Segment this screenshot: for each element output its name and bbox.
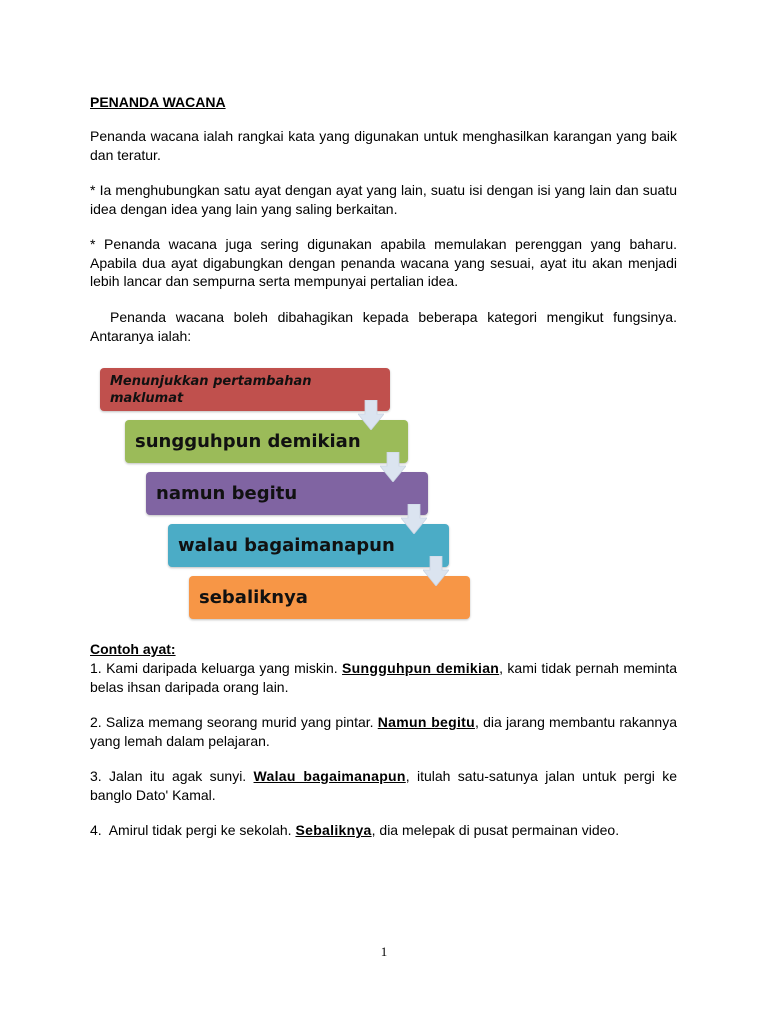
example-item-2 xyxy=(90,713,677,750)
intro-paragraph: Penanda wacana ialah rangkai kata yang digunakan untuk menghasilkan karangan yang baik dan teratur. xyxy=(90,128,677,163)
example-keyword: Sungguhpun demikian xyxy=(342,660,500,676)
example-item-4 xyxy=(90,821,677,840)
down-arrow-icon xyxy=(358,400,384,430)
point-one-paragraph: * Ia menghubungkan satu ayat dengan ayat yang lain, suatu isi dengan isi yang lain dan suatu idea dengan idea yang lain yang saling berkaitan. xyxy=(90,182,677,217)
point-two-paragraph: * Penanda wacana juga sering digunakan apabila memulakan perenggan yang baharu. Apabila dua ayat digabungkan dengan penanda wacana yang sesuai, ayat itu akan menjadi lebih lancar dan sempurna serta mempunyai pertalian idea. xyxy=(90,236,677,289)
diagram-step-1 xyxy=(100,368,390,411)
example-text-after: , dia jarang membantu rakannya yang lemah dalam pelajaran. xyxy=(90,714,677,749)
example-text-before: Amirul tidak pergi ke sekolah. xyxy=(108,822,296,838)
down-arrow-icon xyxy=(423,556,449,586)
example-number: 2. xyxy=(90,714,102,730)
example-keyword: Walau bagaimanapun xyxy=(253,768,406,784)
example-text-after: , kami tidak pernah meminta belas ihsan daripada orang lain. xyxy=(90,660,677,695)
example-text-before: Kami daripada keluarga yang miskin. xyxy=(106,660,343,676)
example-text-before: Saliza memang seorang murid yang pintar. xyxy=(105,714,378,730)
categories-intro-paragraph: Penanda wacana boleh dibahagikan kepada beberapa kategori mengikut fungsinya. Antaranya ialah: xyxy=(90,309,677,344)
diagram-step-label: sungguhpun demikian xyxy=(135,431,361,452)
staircase-process-diagram xyxy=(100,366,480,624)
page-number: 1 xyxy=(380,944,388,959)
example-text-before: Jalan itu agak sunyi. xyxy=(109,768,254,784)
example-text-after: , itulah satu-satunya jalan untuk pergi ke banglo Dato' Kamal. xyxy=(90,768,677,803)
down-arrow-icon xyxy=(401,504,427,534)
diagram-step-label: sebaliknya xyxy=(199,587,308,608)
example-number: 3. xyxy=(90,768,102,784)
example-number: 1. xyxy=(90,660,102,676)
page-title: PENANDA WACANA xyxy=(90,94,226,110)
example-keyword: Namun begitu xyxy=(377,714,475,730)
example-number: 4. xyxy=(90,822,102,838)
examples-heading: Contoh ayat: xyxy=(90,641,176,657)
down-arrow-icon xyxy=(380,452,406,482)
example-item-3 xyxy=(90,767,677,804)
diagram-step-label: namun begitu xyxy=(156,483,298,504)
example-keyword: Sebaliknya xyxy=(295,822,372,838)
diagram-step-label: Menunjukkan pertambahan maklumat xyxy=(110,373,312,406)
diagram-step-label: walau bagaimanapun xyxy=(178,535,395,556)
example-item-1 xyxy=(90,659,677,696)
example-text-after: , dia melepak di pusat permainan video. xyxy=(371,822,620,838)
